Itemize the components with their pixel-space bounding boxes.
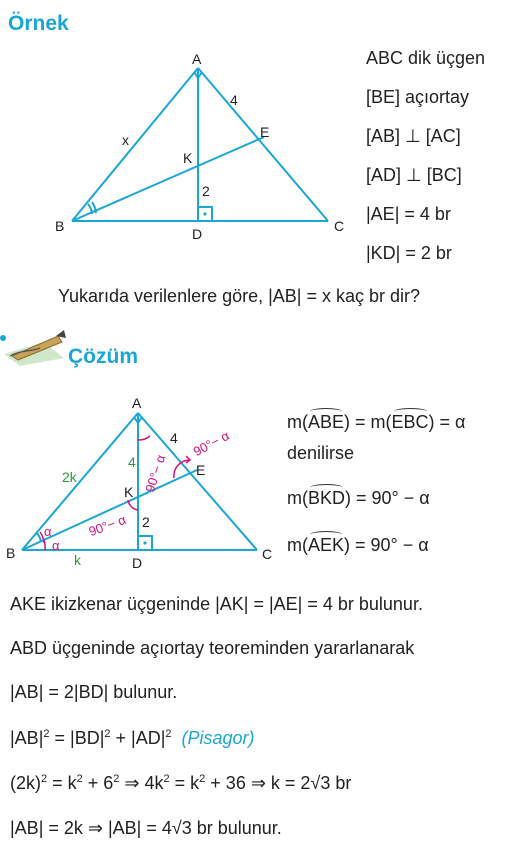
given-4: [AD] ⊥ [BC] <box>366 165 462 185</box>
sol-label-bd: k <box>74 552 81 568</box>
sol-label-e: E <box>196 462 206 478</box>
sol-label-alpha1: α <box>44 524 52 539</box>
sol-label-c: C <box>262 546 273 562</box>
solution-line-3: |AB| = 2|BD| bulunur. <box>10 682 178 702</box>
solution-title: Çözüm <box>68 345 138 368</box>
example-title: Örnek <box>8 12 69 35</box>
sol-label-k: K <box>124 484 134 500</box>
question-text: Yukarıda verilenlere göre, |AB| = x kaç br dir? <box>58 286 421 306</box>
given-3: [AB] ⊥ [AC] <box>366 126 461 146</box>
solution-line-2: ABD üçgeninde açıortay teoreminden yararlanarak <box>10 638 415 658</box>
label-b: B <box>55 218 65 234</box>
solution-line-4: $|AB|^2 = |BD|^2 + |AD|^2$ (Pisagor) <box>10 728 255 748</box>
given-1: ABC dik üçgen <box>366 48 486 68</box>
label-d: D <box>192 226 203 242</box>
sol-label-kd: 2 <box>142 514 150 530</box>
sol-label-alpha2: α <box>52 538 60 553</box>
solution-line-1: AKE ikizkenar üçgeninde |AK| = |AE| = 4 br bulunur. <box>10 594 423 614</box>
eq-aek: m(AEK) = 90° − α <box>287 535 429 555</box>
label-k: K <box>183 150 193 166</box>
label-a: A <box>192 51 202 67</box>
label-ab: x <box>122 132 129 148</box>
label-kd: 2 <box>202 183 210 199</box>
eq-abe-ebc: m(ABE) = m(EBC) = α <box>287 412 466 432</box>
sol-label-d: D <box>132 555 143 571</box>
sol-label-ab: 2k <box>62 469 77 485</box>
sol-label-ak: 4 <box>128 454 136 470</box>
sol-label-a: A <box>132 395 142 411</box>
solution-line-6: |AB| = 2k ⇒ |AB| = 4√3 br bulunur. <box>10 818 282 838</box>
given-5: |AE| = 4 br <box>366 204 451 224</box>
solution-line-5: $(2k)^2 = k^2 + 6^2$ ⇒ $4k^2 = k^2 + 36$ ⇒ k = 2√3 br <box>10 773 352 793</box>
sol-angle-e: 90°− α <box>190 427 232 460</box>
eq-bkd: m(BKD) = 90° − α <box>287 488 430 508</box>
sol-angle-a: 90°− α <box>142 452 169 495</box>
sol-label-ae: 4 <box>170 430 178 446</box>
label-ae: 4 <box>230 92 238 108</box>
label-c: C <box>334 218 345 234</box>
denilirse-text: denilirse <box>287 443 355 463</box>
given-6: |KD| = 2 br <box>366 243 452 263</box>
sol-label-b: B <box>6 545 16 561</box>
given-2: [BE] açıortay <box>366 87 470 107</box>
label-e: E <box>260 124 270 140</box>
sol-angle-k: 90°− α <box>86 511 128 540</box>
